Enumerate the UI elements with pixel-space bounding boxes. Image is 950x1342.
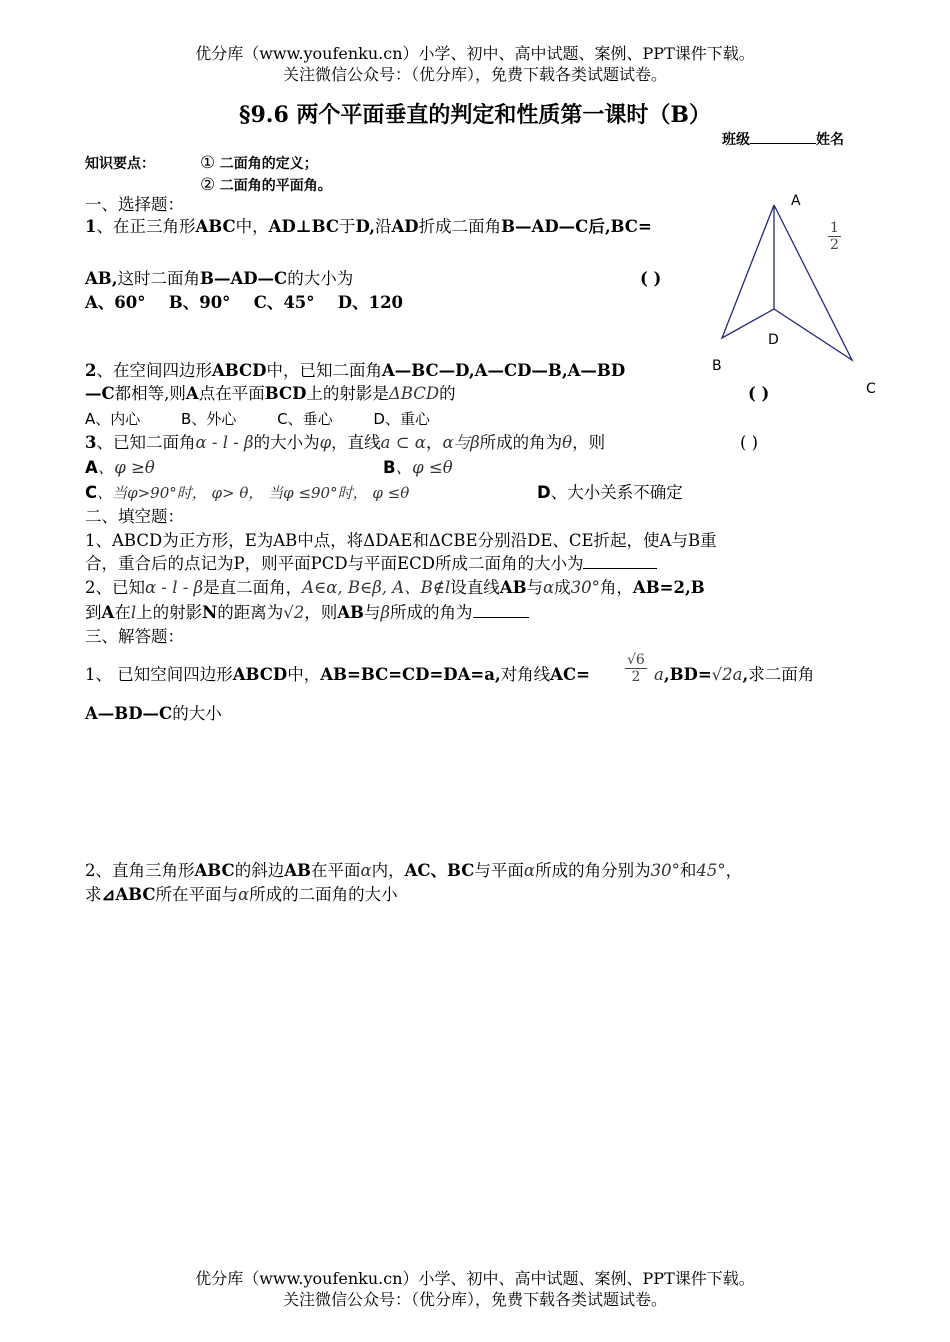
section1-heading: 一、选择题：: [85, 195, 184, 214]
section2-heading: 二、填空题：: [85, 507, 184, 526]
q2-option-c[interactable]: C、垂心: [277, 410, 333, 428]
footer-line-2: 关注微信公众号：（优分库），免费下载各类试题试卷。: [282, 1290, 667, 1309]
solve-q1-line1-tail: a,BD=√2a,求二面角: [654, 665, 815, 684]
q2-option-a[interactable]: A、内心: [85, 410, 141, 428]
q2-options: [85, 408, 430, 430]
q3-answer-paren[interactable]: ( ): [740, 433, 759, 452]
q3-option-d[interactable]: D、大小关系不确定: [537, 483, 683, 502]
knowledge-item-1: ① 二面角的定义；: [200, 153, 318, 173]
q1-answer-paren[interactable]: ( ): [640, 269, 662, 288]
solve-q1-line1: 1、 已知空间四边形ABCD中，AB=BC=CD=DA=a,对角线AC=: [85, 665, 590, 684]
class-blank[interactable]: [750, 129, 816, 144]
q1-line2: AB,这时二面角B—AD—C的大小为: [85, 269, 354, 288]
fill-q1-line2: 合，重合后的点记为P，则平面PCD与平面ECD所成二面角的大小为: [85, 553, 657, 575]
q3-line1: 3、已知二面角α - l - β的大小为φ，直线a ⊂ α，α与β所成的角为θ，则: [85, 433, 606, 452]
q1-options: [85, 292, 403, 314]
header-line-2: 关注微信公众号：（优分库），免费下载各类试题试卷。: [282, 65, 667, 84]
q3-option-a[interactable]: A、φ ≥θ: [85, 458, 155, 477]
tetrahedron-figure: [700, 188, 890, 400]
solve-q2-line2: 求⊿ABC所在平面与α所成的二面角的大小: [85, 885, 398, 904]
knowledge-label: 知识要点：: [85, 156, 155, 172]
fill-q2-line1: 2、已知α - l - β是直二面角，A∈α, B∈β, A、B∉l设直线AB与α成30°角，AB=2,B: [85, 578, 705, 597]
solve-q1-fraction: $\frac{√6}{2}$: [627, 652, 645, 685]
q2-line2: —C都相等,则A点在平面BCD上的射影是ΔBCD的: [85, 384, 456, 403]
page-title: §9.6 两个平面垂直的判定和性质第一课时（B）: [238, 102, 712, 128]
q1-fraction: $\frac{1}{2}$: [830, 220, 839, 253]
q3-option-b[interactable]: B、φ ≤θ: [383, 458, 453, 477]
solve-q2-line1: 2、直角三角形ABC的斜边AB在平面α内，AC、BC与平面α所成的角分别为30°和45°，: [85, 861, 743, 880]
q1-option-d[interactable]: D、120: [337, 293, 404, 312]
section3-heading: 三、解答题：: [85, 627, 184, 646]
q2-line1: 2、在空间四边形ABCD中，已知二面角A—BC—D,A—CD—B,A—BD: [85, 361, 626, 380]
fill-q2-blank[interactable]: [473, 603, 529, 618]
class-label: 班级: [722, 132, 750, 148]
q2-answer-paren[interactable]: ( ): [748, 384, 770, 403]
figure-edges: [722, 205, 852, 360]
name-label: 姓名: [816, 132, 844, 148]
fill-q2-line2: 到A在l上的射影N的距离为√2，则AB与β所成的角为: [85, 602, 529, 624]
q3-option-c[interactable]: C、当φ>90°时， φ> θ， 当φ ≤90°时， φ ≤θ: [85, 483, 410, 502]
solve-q1-line2: A—BD—C的大小: [85, 704, 222, 723]
q2-option-b[interactable]: B、外心: [181, 410, 237, 428]
q1-option-b[interactable]: B、90°: [168, 293, 231, 312]
q1-option-c[interactable]: C、45°: [253, 293, 315, 312]
figure-label-a: A: [791, 193, 801, 209]
figure-label-d: D: [768, 332, 779, 348]
q1-option-a[interactable]: A、60°: [85, 293, 146, 312]
q2-option-d[interactable]: D、重心: [373, 410, 430, 428]
knowledge-item-2: ② 二面角的平面角。: [200, 175, 332, 195]
figure-label-b: B: [712, 358, 722, 374]
footer-line-1: 优分库（www.youfenku.cn）小学、初中、高中试题、案例、PPT课件下载。: [195, 1269, 755, 1288]
fill-q1-blank[interactable]: [583, 554, 657, 569]
q1-line1: 1、在正三角形ABC中，AD⊥BC于D,沿AD折成二面角B—AD—C后,BC=: [85, 217, 652, 236]
fill-q1-line1: 1、ABCD为正方形，E为AB中点，将ΔDAE和ΔCBE分别沿DE、CE折起，使A与B重: [85, 531, 717, 550]
figure-label-c: C: [866, 381, 876, 397]
class-name-row: [722, 129, 844, 149]
header-line-1: 优分库（www.youfenku.cn）小学、初中、高中试题、案例、PPT课件下载。: [195, 44, 755, 63]
